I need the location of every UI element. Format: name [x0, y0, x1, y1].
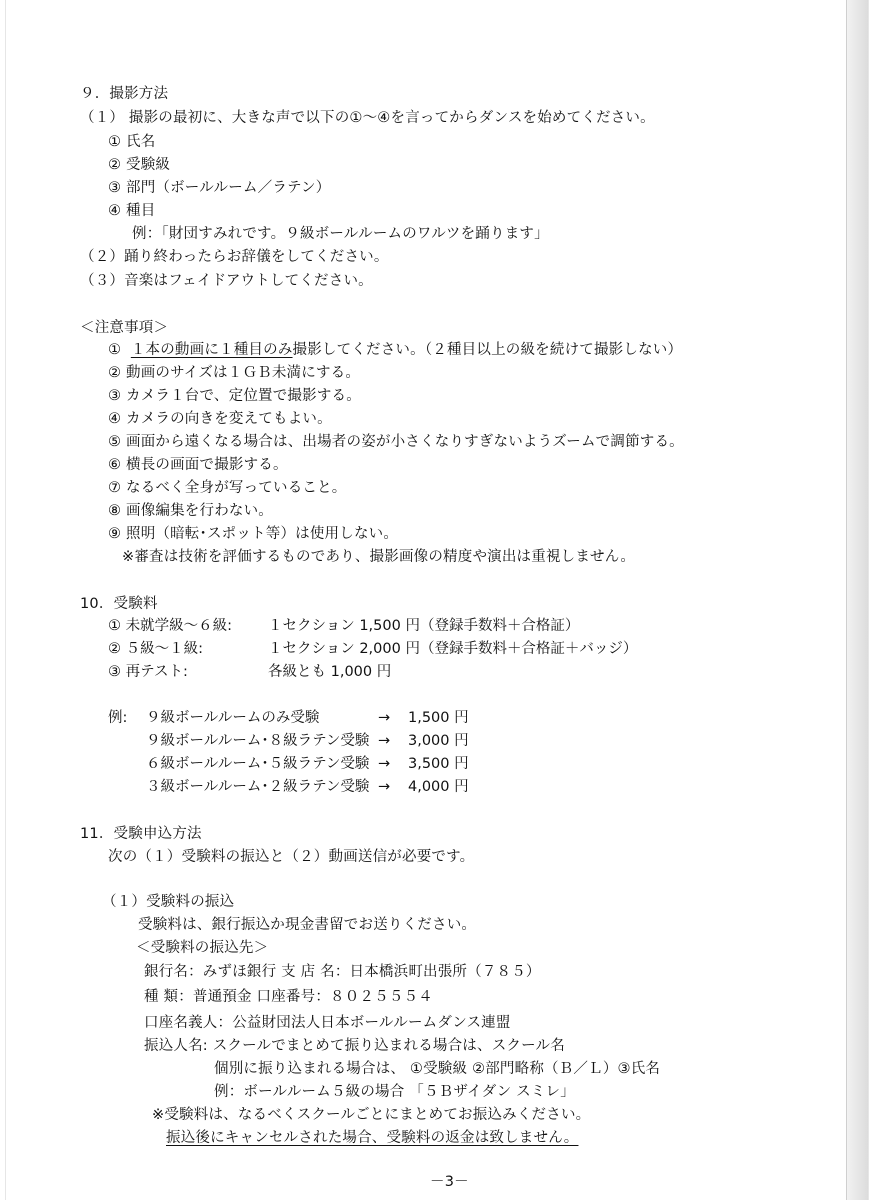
page-number: －3－	[430, 1174, 469, 1190]
fee-label-3: ③ 再テスト:	[108, 664, 188, 680]
remark-2: 振込後にキャンセルされた場合、受験料の返金は致しません。	[166, 1130, 579, 1146]
holder-line: 口座名義人：公益財団法人日本ボールルームダンス連盟	[144, 1015, 511, 1031]
say-item-4: ④ 種目	[108, 203, 156, 219]
notes-remark: ※審査は技術を評価するものであり、撮影画像の精度や演出は重視しません。	[122, 549, 636, 565]
example-price-2: 3,000 円	[408, 733, 469, 749]
example-price-3: 3,500 円	[408, 756, 469, 772]
example-price-4: 4,000 円	[408, 779, 469, 795]
section9-heading: ９．撮影方法	[80, 86, 169, 102]
note-item-4: ④ カメラの向きを変えてもよい。	[108, 411, 332, 427]
transfer-heading: ＜受験料の振込先＞	[136, 940, 269, 956]
note-item-7: ⑦ なるべく全身が写っていること。	[108, 480, 347, 496]
example-desc-2: ９級ボールルーム･８級ラテン受験	[146, 733, 370, 749]
example-desc-4: ３級ボールルーム･２級ラテン受験	[146, 779, 370, 795]
note-item-1	[108, 340, 682, 360]
sub1-heading: （１）受験料の振込	[102, 894, 235, 910]
note-item-3: ③ カメラ１台で、定位置で撮影する。	[108, 388, 361, 404]
example-arrow-3: →	[378, 756, 391, 772]
section11-intro: 次の（１）受験料の振込と（２）動画送信が必要です。	[108, 849, 475, 865]
note-item-9: ⑨ 照明（暗転･スポット等）は使用しない。	[108, 526, 399, 542]
say-item-3: ③ 部門（ボールルーム／ラテン）	[108, 180, 331, 196]
example-arrow-4: →	[378, 779, 391, 795]
sender-line-3: 例：ボールルーム５級の場合 「５Ｂザイダン スミレ」	[214, 1084, 575, 1100]
note-item-1-underlined: １本の動画に１種目のみ	[130, 342, 293, 358]
section9-item1: （１） 撮影の最初に、大きな声で以下の①～④を言ってからダンスを始めてください。	[80, 110, 655, 126]
fee-amount-1: １セクション 1,500 円（登録手数料＋合格証）	[268, 618, 580, 634]
example-prefix: 例:	[108, 710, 128, 726]
account-line: 種 類：普通預金 口座番号：８０２５５５４	[144, 989, 433, 1005]
say-example: 例：「財団すみれです。９級ボールルームのワルツを踊ります」	[132, 226, 549, 242]
sub1-text: 受験料は、銀行振込か現金書留でお送りください。	[138, 917, 477, 933]
example-price-1: 1,500 円	[408, 710, 469, 726]
bank-line: 銀行名：みずほ銀行 支 店 名：日本橋浜町出張所（７８５）	[144, 964, 541, 980]
note-item-1-marker: ①	[108, 342, 122, 358]
note-item-2: ② 動画のサイズは１ＧＢ未満にする。	[108, 365, 361, 381]
example-desc-1: ９級ボールルームのみ受験	[146, 710, 320, 726]
section9-item3: （３）音楽はフェイドアウトしてください。	[80, 273, 373, 289]
section9-item2: （２）踊り終わったらお辞儀をしてください。	[80, 249, 389, 265]
notes-heading: ＜注意事項＞	[80, 320, 169, 336]
note-item-6: ⑥ 横長の画面で撮影する。	[108, 457, 288, 473]
sender-line-1: 振込人名: スクールでまとめて振り込まれる場合は、スクール名	[144, 1038, 565, 1054]
example-arrow-1: →	[378, 710, 391, 726]
section10-heading: 10．受験料	[80, 596, 158, 612]
note-item-5: ⑤ 画面から遠くなる場合は、出場者の姿が小さくなりすぎないようズームで調節する。	[108, 434, 684, 450]
say-item-1: ① 氏名	[108, 134, 156, 150]
section11-heading: 11．受験申込方法	[80, 826, 202, 842]
note-item-1-rest: 撮影してください。（２種目以上の級を続けて撮影しない）	[292, 342, 683, 358]
page-edge	[846, 0, 868, 1200]
fee-label-1: ① 未就学級～６級:	[108, 618, 232, 634]
document-page	[6, 0, 868, 1200]
fee-amount-3: 各級とも 1,000 円	[268, 664, 392, 680]
say-item-2: ② 受験級	[108, 157, 171, 173]
fee-amount-2: １セクション 2,000 円（登録手数料＋合格証＋バッジ）	[268, 641, 638, 657]
remark-1: ※受験料は、なるべくスクールごとにまとめてお振込みください。	[152, 1107, 591, 1123]
sender-line-2: 個別に振り込まれる場合は、 ①受験級 ②部門略称（Ｂ／Ｌ）③氏名	[214, 1061, 661, 1077]
fee-label-2: ② ５級～１級:	[108, 641, 203, 657]
example-desc-3: ６級ボールルーム･５級ラテン受験	[146, 756, 370, 772]
note-item-8: ⑧ 画像編集を行わない。	[108, 503, 274, 519]
example-arrow-2: →	[378, 733, 391, 749]
